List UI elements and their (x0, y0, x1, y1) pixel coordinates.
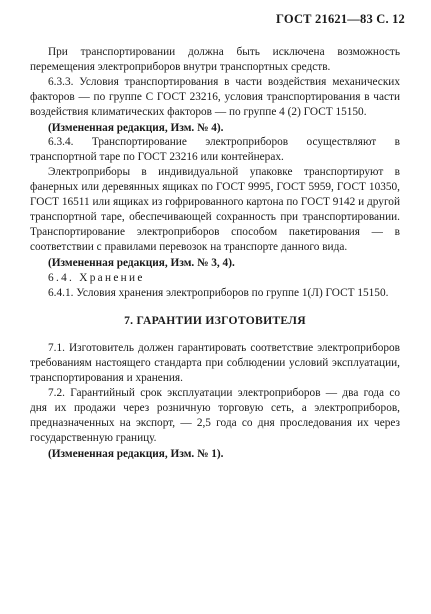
paragraph-6-4-1: 6.4.1. Условия хранения электроприборов по группе 1(Л) ГОСТ 15150. (48, 286, 389, 299)
paragraph-7-2: 7.2. Гарантийный срок эксплуатации электроприборов — два года со дня их продажи через розничную торговую сеть, а электроприборов, предназначенных на экспорт, — 2,5 года со дня проследования их через государственную границу. (30, 387, 400, 444)
amendment-note-3-4: (Измененная редакция, Изм. № 3, 4). (48, 256, 235, 269)
paragraph-6-3-4: 6.3.4. Транспортирование электроприборов осуществляют в транспортной таре по ГОСТ 23216 или контейнерах. (30, 136, 400, 164)
paragraph-6-3-3: 6.3.3. Условия транспортирования в части воздействия механических факторов — по группе С ГОСТ 23216, условия транспортирования в части воздействия климатических факторов — по группе 4 (2) ГОСТ 15150. (30, 75, 400, 118)
subsection-6-4-title: 6.4. Хранение (48, 271, 145, 284)
paragraph-packaging: Электроприборы в индивидуальной упаковке транспортируют в фанерных или деревянных ящиках по ГОСТ 9995, ГОСТ 5959, ГОСТ 10350, ГОСТ 16511 или ящиках из гофрированного картона по ГОСТ 9142 и другой транспортной таре, обеспечивающей сохранность при транспортировании. Транспортирование электроприборов способом пакетирования — в соответствии с правилами перевозок на транспорте данного вида. (30, 166, 400, 253)
section-7-title: 7. ГАРАНТИИ ИЗГОТОВИТЕЛЯ (124, 314, 306, 328)
paragraph-7-1: 7.1. Изготовитель должен гарантировать соответствие электроприборов требованиям настоящего стандарта при соблюдении условий эксплуатации, транспортирования и хранения. (30, 342, 400, 385)
amendment-note-4: (Измененная редакция, Изм. № 4). (48, 121, 224, 134)
document-body (30, 45, 400, 462)
amendment-note-1: (Измененная редакция, Изм. № 1). (48, 447, 224, 460)
paragraph-transport-note: При транспортировании должна быть исключена возможность перемещения электроприборов внутри транспортных средств. (30, 46, 400, 73)
page-header: ГОСТ 21621—83 С. 12 (276, 12, 405, 26)
